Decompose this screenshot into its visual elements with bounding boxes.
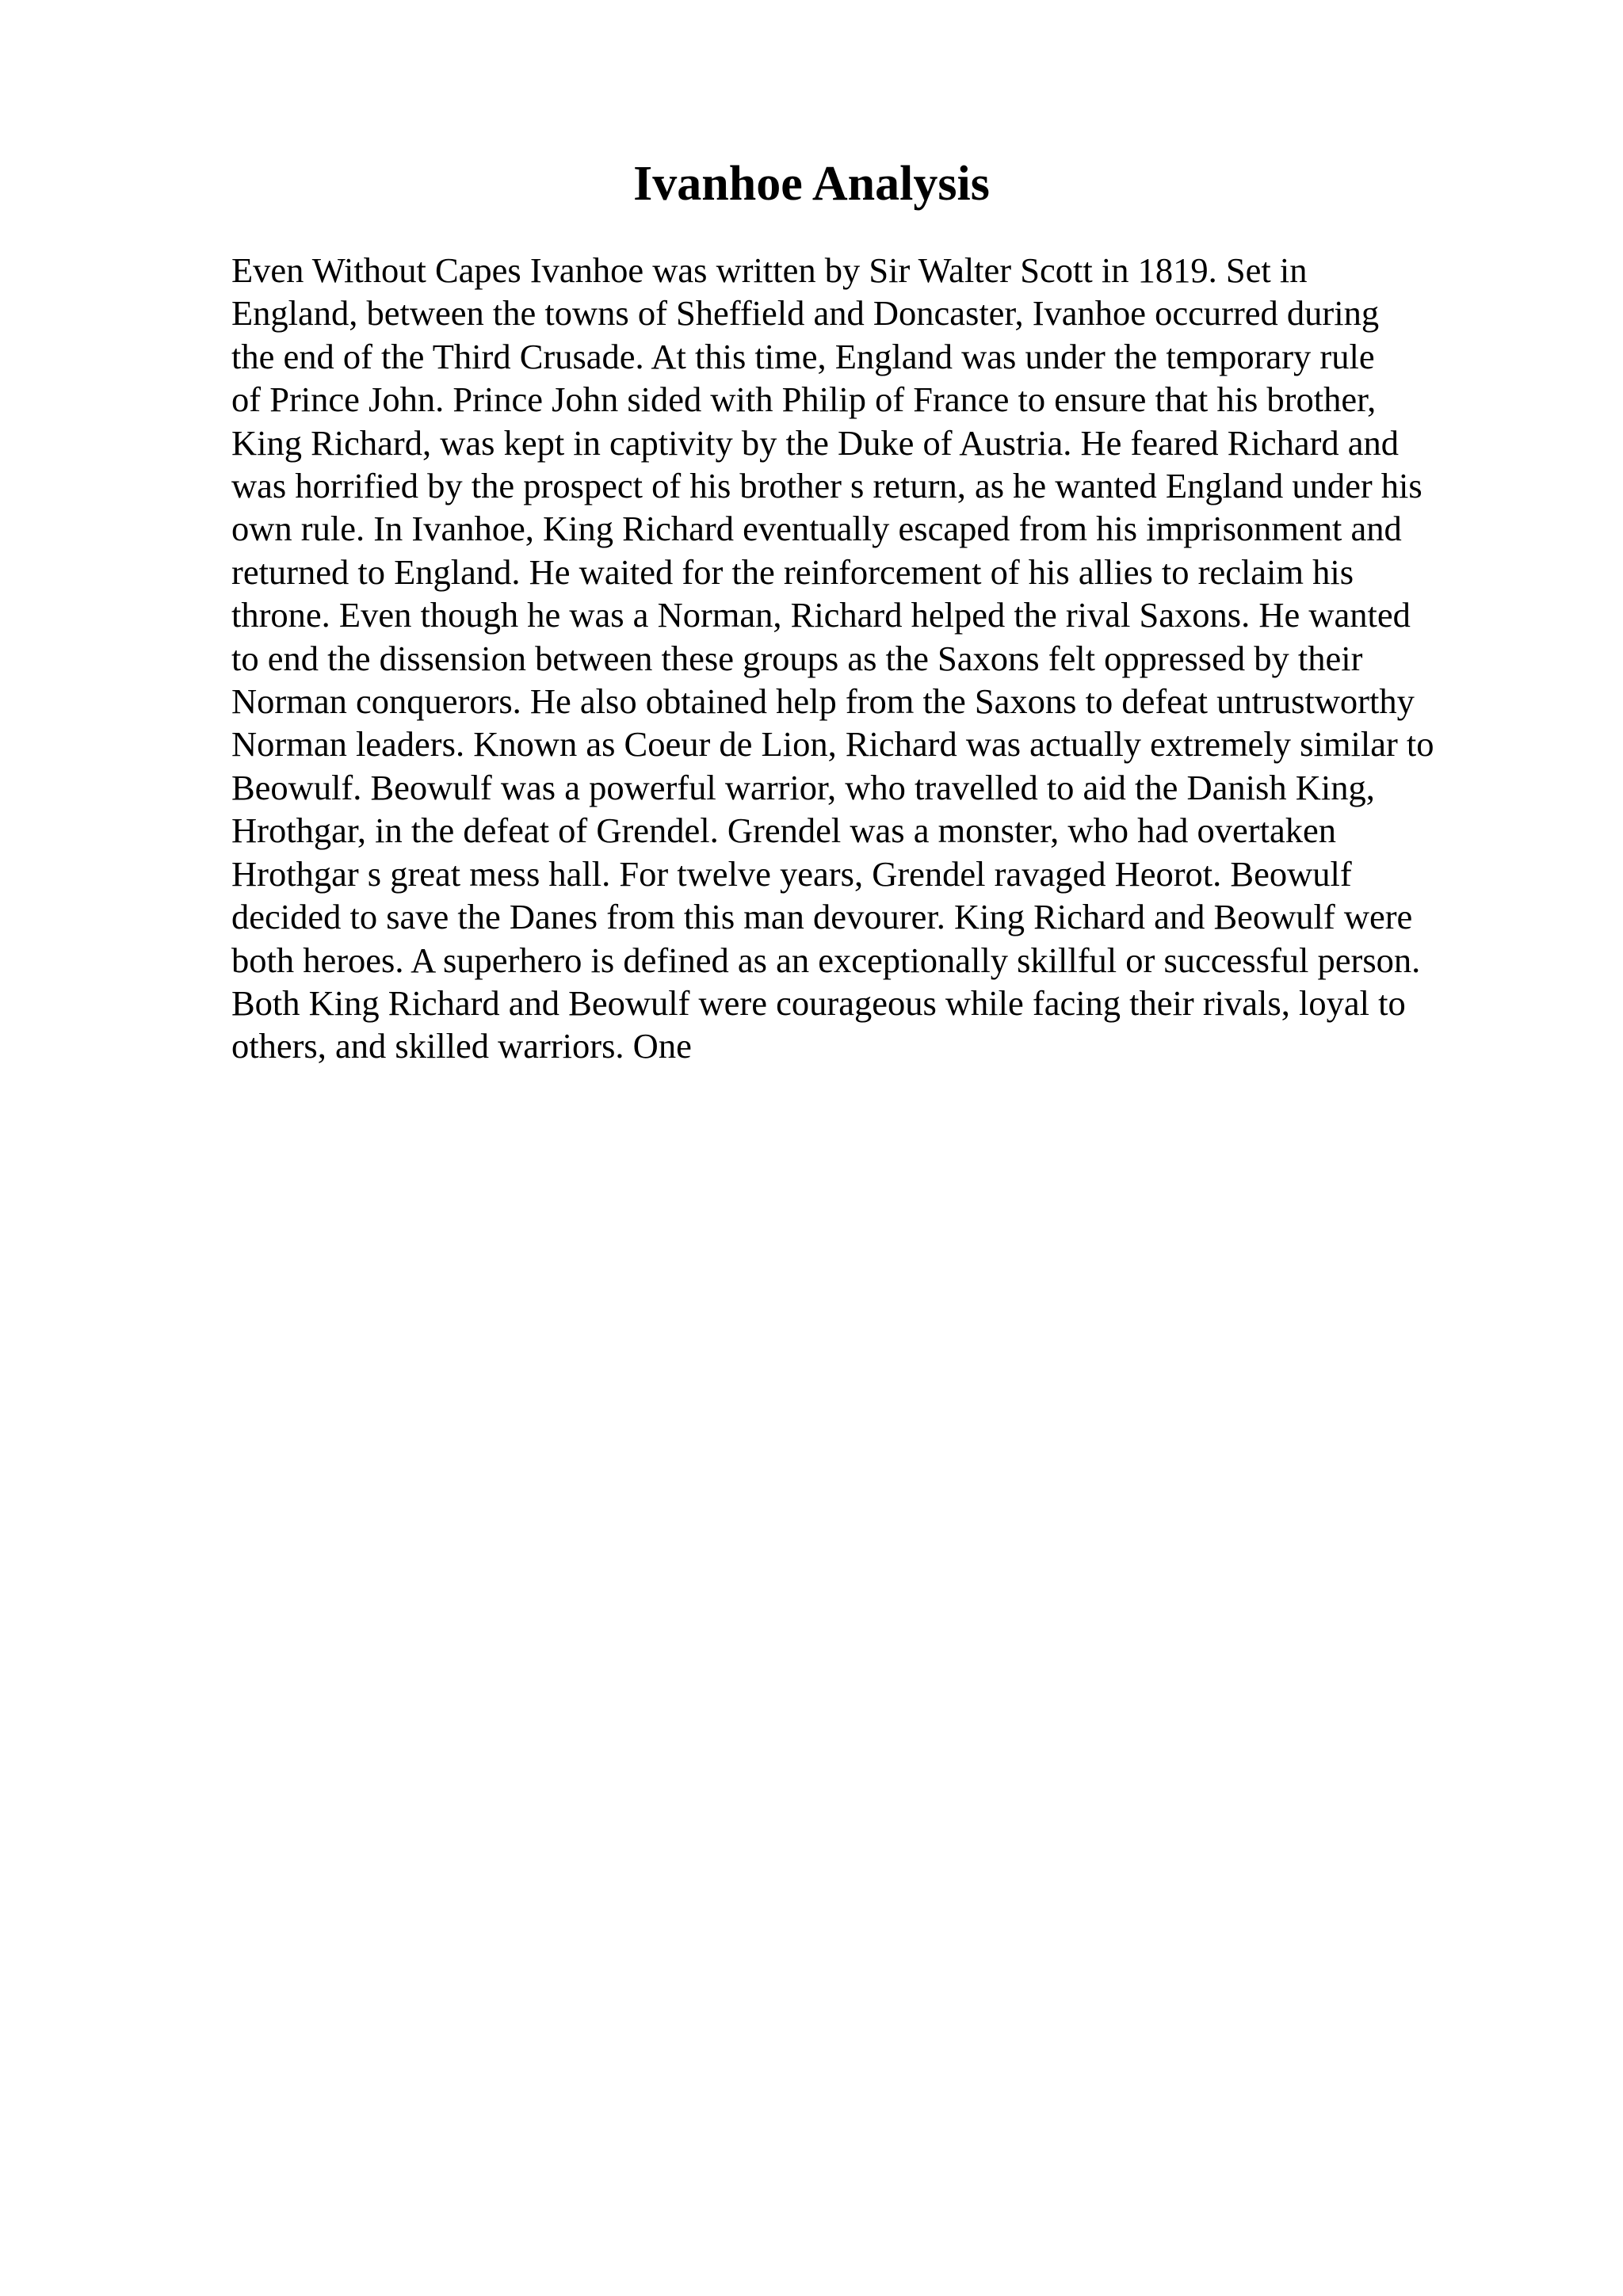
body-line: Even Without Capes Ivanhoe was written by Sir Walter Scott in 1819. Set in <box>231 250 1308 290</box>
body-line: was horrified by the prospect of his brother s return, as he wanted England under his <box>231 466 1423 506</box>
body-line: decided to save the Danes from this man devourer. King Richard and Beowulf were <box>231 897 1413 937</box>
body-line: King Richard, was kept in captivity by the Duke of Austria. He feared Richard and <box>231 422 1400 463</box>
body-line: both heroes. A superhero is defined as an exceptionally skillful or successful person. <box>231 940 1421 980</box>
body-line: England, between the towns of Sheffield and Doncaster, Ivanhoe occurred during <box>231 293 1380 334</box>
body-line: returned to England. He waited for the reinforcement of his allies to reclaim his <box>231 551 1354 592</box>
body-line: to end the dissension between these groups as the Saxons felt oppressed by their <box>231 638 1363 678</box>
body-line: Norman conquerors. He also obtained help from the Saxons to defeat untrustworthy <box>231 681 1415 722</box>
body-line: own rule. In Ivanhoe, King Richard eventually escaped from his imprisonment and <box>231 509 1402 549</box>
body-line: Hrothgar s great mess hall. For twelve years, Grendel ravaged Heorot. Beowulf <box>231 853 1352 894</box>
body-line: others, and skilled warriors. One <box>231 1026 692 1066</box>
body-line: throne. Even though he was a Norman, Richard helped the rival Saxons. He wanted <box>231 595 1411 635</box>
body-line: Hrothgar, in the defeat of Grendel. Grendel was a monster, who had overtaken <box>231 810 1336 851</box>
body-line: Both King Richard and Beowulf were courageous while facing their rivals, loyal to <box>231 982 1406 1023</box>
document-body <box>231 249 1499 1068</box>
body-line: Norman leaders. Known as Coeur de Lion, Richard was actually extremely similar to <box>231 724 1434 765</box>
body-line: the end of the Third Crusade. At this time, England was under the temporary rule <box>231 336 1375 376</box>
document-title: Ivanhoe Analysis <box>633 157 990 211</box>
body-line: of Prince John. Prince John sided with Philip of France to ensure that his brother, <box>231 379 1377 420</box>
body-line: Beowulf. Beowulf was a powerful warrior, who travelled to aid the Danish King, <box>231 767 1375 807</box>
